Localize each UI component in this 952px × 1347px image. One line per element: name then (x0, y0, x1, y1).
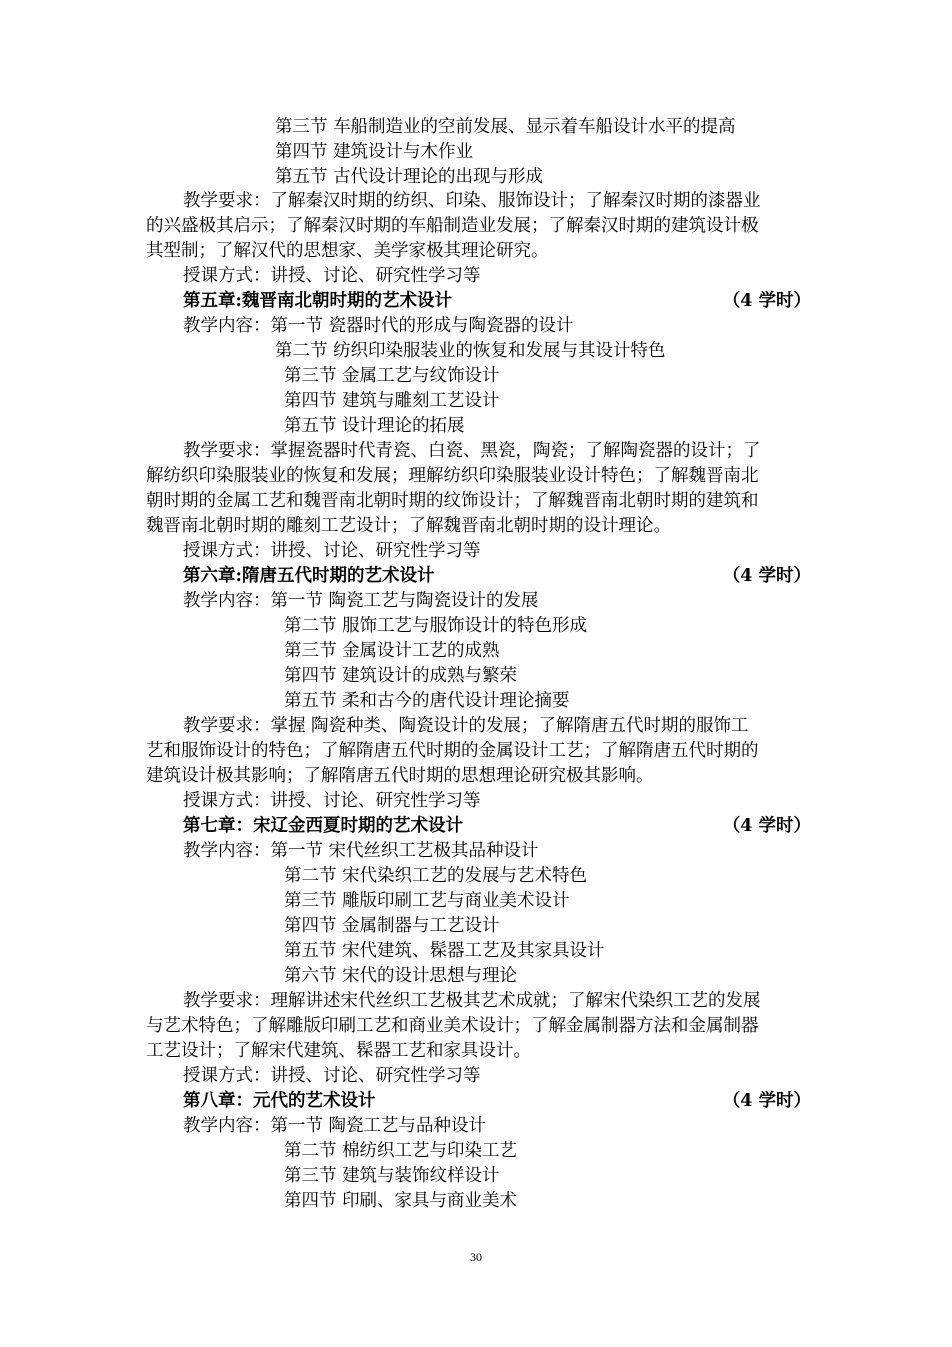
requirements-paragraph: 建筑设计极其影响；了解隋唐五代时期的思想理论研究极其影响。 (146, 766, 654, 786)
chapter-title: 第八章：元代的艺术设计 (183, 1091, 376, 1111)
content-line: 教学内容：第一节 陶瓷工艺与品种设计 (183, 1116, 487, 1136)
requirements-paragraph: 与艺术特色；了解雕版印刷工艺和商业美术设计；了解金属制器方法和金属制器 (146, 1016, 759, 1036)
section-line: 第三节 车船制造业的空前发展、显示着车船设计水平的提高 (275, 117, 736, 137)
section-line: 第二节 宋代染织工艺的发展与艺术特色 (284, 866, 588, 886)
requirements-paragraph: 教学要求：理解讲述宋代丝织工艺极其艺术成就；了解宋代染织工艺的发展 (183, 991, 761, 1011)
requirements-paragraph: 教学要求：掌握瓷器时代青瓷、白瓷、黑瓷，陶瓷；了解陶瓷器的设计；了 (183, 441, 761, 461)
page-number: 30 (470, 1250, 482, 1264)
requirements-paragraph: 其型制；了解汉代的思想家、美学家极其理论研究。 (146, 241, 549, 261)
section-line: 第五节 宋代建筑、髹器工艺及其家具设计 (284, 941, 605, 961)
content-line: 教学内容：第一节 宋代丝织工艺极其品种设计 (183, 841, 539, 861)
teaching-method: 授课方式：讲授、讨论、研究性学习等 (183, 541, 481, 561)
requirements-paragraph: 朝时期的金属工艺和魏晋南北朝时期的纹饰设计；了解魏晋南北朝时期的建筑和 (146, 491, 759, 511)
chapter-hours: （4 学时） (722, 1091, 811, 1111)
section-line: 第二节 服饰工艺与服饰设计的特色形成 (284, 616, 588, 636)
section-line: 第二节 纺织印染服装业的恢复和发展与其设计特色 (275, 341, 666, 361)
requirements-paragraph: 艺和服饰设计的特色；了解隋唐五代时期的金属设计工艺；了解隋唐五代时期的 (146, 741, 759, 761)
requirements-paragraph: 工艺设计；了解宋代建筑、髹器工艺和家具设计。 (146, 1041, 531, 1061)
section-line: 第四节 建筑设计与木作业 (275, 142, 474, 162)
teaching-method: 授课方式：讲授、讨论、研究性学习等 (183, 266, 481, 286)
requirements-paragraph: 教学要求：了解秦汉时期的纺织、印染、服饰设计；了解秦汉时期的漆器业 (183, 191, 761, 211)
section-line: 第四节 建筑设计的成熟与繁荣 (284, 666, 518, 686)
section-line: 第三节 金属设计工艺的成熟 (284, 641, 500, 661)
chapter-heading (183, 564, 811, 588)
requirements-paragraph: 解纺织印染服装业的恢复和发展；理解纺织印染服装业设计特色；了解魏晋南北 (146, 466, 759, 486)
chapter-hours: （4 学时） (722, 291, 811, 311)
content-line: 教学内容：第一节 陶瓷工艺与陶瓷设计的发展 (183, 591, 539, 611)
section-line: 第三节 金属工艺与纹饰设计 (284, 366, 500, 386)
section-line: 第六节 宋代的设计思想与理论 (284, 966, 518, 986)
teaching-method: 授课方式：讲授、讨论、研究性学习等 (183, 1066, 481, 1086)
section-line: 第三节 建筑与装饰纹样设计 (284, 1166, 500, 1186)
chapter-hours: （4 学时） (722, 816, 811, 836)
chapter-title: 第六章:隋唐五代时期的艺术设计 (183, 566, 435, 586)
chapter-hours: （4 学时） (722, 566, 811, 586)
section-line: 第二节 棉纺织工艺与印染工艺 (284, 1141, 518, 1161)
chapter-title: 第五章:魏晋南北朝时期的艺术设计 (183, 291, 452, 311)
section-line: 第三节 雕版印刷工艺与商业美术设计 (284, 891, 570, 911)
chapter-title: 第七章：宋辽金西夏时期的艺术设计 (183, 816, 463, 836)
teaching-method: 授课方式：讲授、讨论、研究性学习等 (183, 791, 481, 811)
content-line: 教学内容：第一节 瓷器时代的形成与陶瓷器的设计 (183, 316, 574, 336)
section-line: 第四节 印刷、家具与商业美术 (284, 1191, 518, 1211)
section-line: 第五节 柔和古今的唐代设计理论摘要 (284, 691, 570, 711)
requirements-paragraph: 教学要求：掌握 陶瓷种类、陶瓷设计的发展；了解隋唐五代时期的服饰工 (183, 716, 749, 736)
section-line: 第五节 设计理论的拓展 (284, 416, 465, 436)
chapter-heading (183, 289, 811, 313)
chapter-heading (183, 1089, 811, 1113)
section-line: 第四节 金属制器与工艺设计 (284, 916, 500, 936)
chapter-heading (183, 814, 811, 838)
section-line: 第五节 古代设计理论的出现与形成 (275, 167, 544, 187)
requirements-paragraph: 魏晋南北朝时期的雕刻工艺设计；了解魏晋南北朝时期的设计理论。 (146, 516, 671, 536)
requirements-paragraph: 的兴盛极其启示；了解秦汉时期的车船制造业发展；了解秦汉时期的建筑设计极 (146, 216, 759, 236)
section-line: 第四节 建筑与雕刻工艺设计 (284, 391, 500, 411)
